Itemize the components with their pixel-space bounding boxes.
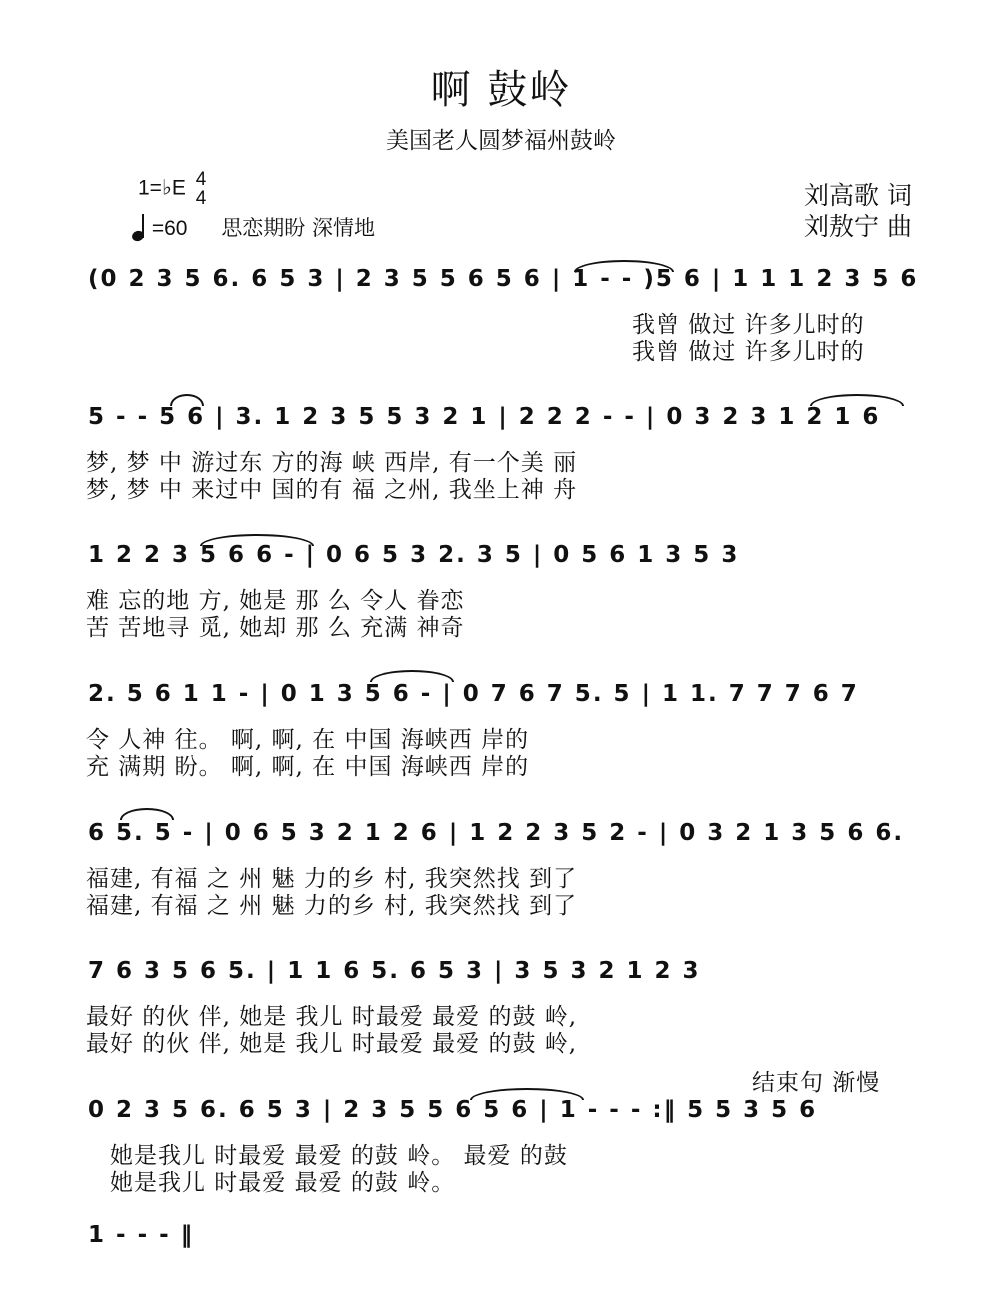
lyrics-line-7-verse-2: 她是我儿 时最爱 最爱 的鼓 岭。 [110, 1170, 456, 1196]
slur [574, 260, 674, 272]
notation-line-1: (0 2 3 5 6. 6 5 3 | 2 3 5 5 6 5 6 | 1 - - )5 6 | 1 1 1 2 3 5 6 [88, 266, 919, 292]
notation-line-5: 6 5. 5 - | 0 6 5 3 2 1 2 6 | 1 2 2 3 5 2 - | 0 3 2 1 3 5 6 6. [88, 820, 905, 846]
slur [120, 808, 174, 820]
time-top: 4 [195, 169, 207, 190]
slur [470, 1088, 584, 1100]
notation-line-4: 2. 5 6 1 1 - | 0 1 3 5 6 - | 0 7 6 7 5. 5 | 1 1. 7 7 7 6 7 [88, 681, 859, 707]
notation-line-7: 0 2 3 5 6. 6 5 3 | 2 3 5 5 6 5 6 | 1 - - - :‖ 5 5 3 5 6 [88, 1097, 818, 1123]
lyrics-line-5-verse-1: 福建, 有福 之 州 魅 力的乡 村, 我突然找 到了 [86, 866, 578, 892]
slur [170, 394, 204, 406]
key-label: 1=♭E [138, 176, 186, 200]
time-bottom: 4 [195, 188, 207, 209]
lyrics-line-6-verse-1: 最好 的伙 伴, 她是 我儿 时最爱 最爱 的鼓 岭, [86, 1004, 578, 1030]
time-signature [196, 170, 207, 208]
lyrics-line-1-verse-1: 我曾 做过 许多儿时的 [632, 312, 865, 338]
lyrics-line-7-verse-1: 她是我儿 时最爱 最爱 的鼓 岭。 最爱 的鼓 [110, 1143, 568, 1169]
tempo-marking [132, 212, 375, 242]
lyrics-line-2-verse-2: 梦, 梦 中 来过中 国的有 福 之州, 我坐上神 舟 [86, 477, 578, 503]
composer-credit: 刘敖宁 曲 [804, 212, 912, 241]
notation-line-8: 1 - - - ‖ [88, 1222, 195, 1248]
notation-line-3: 1 2 2 3 5 6 6 - | 0 6 5 3 2. 3 5 | 0 5 6 1 3 5 3 [88, 542, 740, 568]
tempo-value: =60 [151, 217, 188, 240]
ending-annotation: 结束句 渐慢 [752, 1070, 881, 1096]
lyrics-line-1-verse-2: 我曾 做过 许多儿时的 [632, 339, 865, 365]
lyrics-line-3-verse-2: 苦 苦地寻 觅, 她却 那 么 充满 神奇 [86, 615, 465, 641]
lyrics-line-5-verse-2: 福建, 有福 之 州 魅 力的乡 村, 我突然找 到了 [86, 893, 578, 919]
notation-line-2: 5 - - 5 6 | 3. 1 2 3 5 5 3 2 1 | 2 2 2 - - | 0 3 2 3 1 2 1 6 [88, 404, 881, 430]
quarter-note-icon [132, 218, 146, 242]
lyrics-line-3-verse-1: 难 忘的地 方, 她是 那 么 令人 眷恋 [86, 588, 465, 614]
notation-line-6: 7 6 3 5 6 5. | 1 1 6 5. 6 5 3 | 3 5 3 2 1 2 3 [88, 958, 701, 984]
lyrics-line-4-verse-1: 令 人神 往。 啊, 啊, 在 中国 海峡西 岸的 [86, 727, 530, 753]
lyrics-line-2-verse-1: 梦, 梦 中 游过东 方的海 峡 西岸, 有一个美 丽 [86, 450, 578, 476]
slur [370, 670, 454, 682]
lyrics-line-4-verse-2: 充 满期 盼。 啊, 啊, 在 中国 海峡西 岸的 [86, 754, 530, 780]
expression-mark: 思恋期盼 深情地 [221, 216, 375, 240]
song-title: 啊 鼓岭 [430, 67, 572, 113]
lyricist-credit: 刘高歌 词 [804, 181, 912, 210]
slur [810, 394, 904, 406]
lyrics-line-6-verse-2: 最好 的伙 伴, 她是 我儿 时最爱 最爱 的鼓 岭, [86, 1031, 578, 1057]
song-subtitle: 美国老人圆梦福州鼓岭 [386, 128, 616, 154]
slur [200, 534, 314, 546]
key-signature [138, 170, 206, 208]
